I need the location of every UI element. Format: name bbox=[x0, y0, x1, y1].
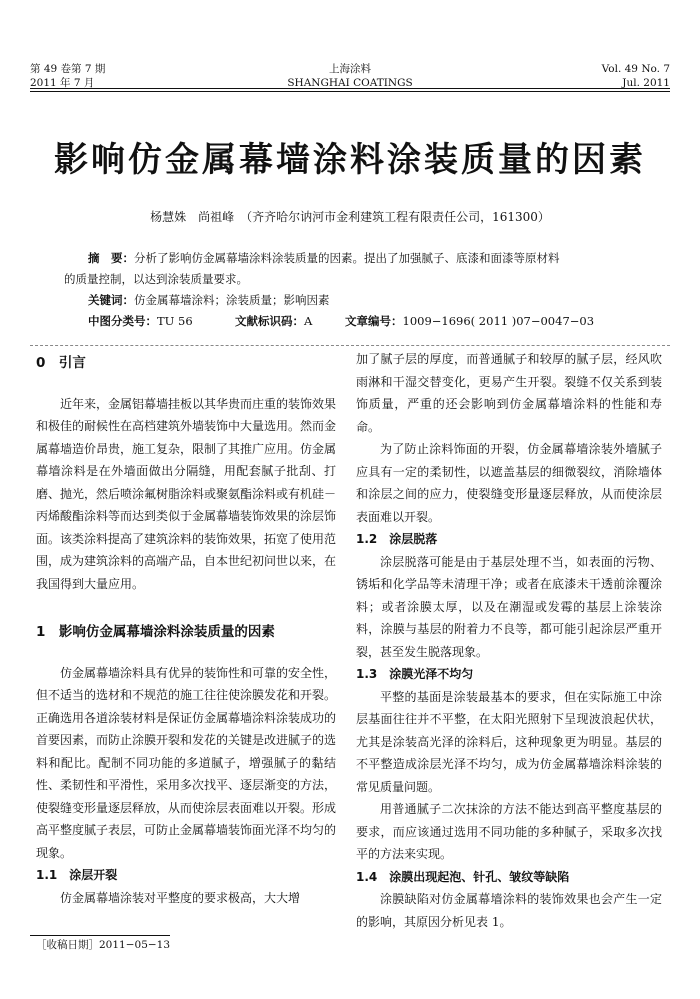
doc-code-value: A bbox=[304, 314, 313, 328]
journal-name-cn: 上海涂料 bbox=[329, 63, 371, 75]
issue-date-en: Jul. 2011 bbox=[622, 77, 670, 89]
journal-name-en: SHANGHAI COATINGS bbox=[287, 77, 413, 89]
abstract-cont bbox=[64, 269, 640, 290]
abstract bbox=[88, 248, 640, 269]
doc-code-label: 文献标识码： bbox=[235, 314, 304, 328]
clc bbox=[88, 311, 193, 332]
section-1-1-paragraph: 仿金属幕墙涂装对平整度的要求极高，大大增 bbox=[60, 890, 301, 905]
section-0-heading: 0 引言 bbox=[36, 355, 86, 371]
journal-issue-en bbox=[602, 62, 670, 90]
section-1-3-paragraph-2: 用普通腻子二次抹涂的方法不能达到高平整度基层的要求，而应该通过选用不同功能的多种腻子，采取多次找平的方法来实现。 bbox=[356, 802, 662, 861]
section-1-4-heading: 1.4 涂膜出现起泡、针孔、皱纹等缺陷 bbox=[356, 869, 570, 884]
right-column bbox=[356, 348, 662, 933]
authors: 杨慧姝 尚祖峰 （齐齐哈尔讷河市金利建筑工程有限责任公司，161300） bbox=[150, 210, 550, 224]
section-1-1-heading: 1.1 涂层开裂 bbox=[36, 868, 118, 882]
issue-date: 2011 年 7 月 bbox=[30, 77, 95, 89]
section-1-2-paragraph: 涂层脱落可能是由于基层处理不当，如表面的污物、锈垢和化学品等未清理干净；或者在底漆未干透前涂覆涂料；或者涂膜太厚，以及在潮湿或发霉的基层上涂装涂料，涂膜与基层的附着力不良等，都可能引起涂层严重开裂，甚至发生脱落现象。 bbox=[356, 554, 662, 659]
received-date: ［收稿日期］2011−05−13 bbox=[36, 939, 171, 951]
section-1-1-paragraph-cont: 加了腻子层的厚度，而普通腻子和较厚的腻子层，经风吹雨淋和干湿交替变化，更易产生开裂。裂缝不仅关系到装饰质量，严重的还会影响到仿金属幕墙涂料的性能和寿命。 bbox=[356, 352, 662, 434]
section-1-paragraph: 仿金属幕墙涂料具有优异的装饰性和可靠的安全性，但不适当的选材和不规范的施工往往使涂膜发花和开裂。正确选用各道涂装材料是保证仿金属幕墙涂料涂装成功的首要因素，而防止涂膜开裂和发花的关键是改进腻子的选料和配比。配制不同功能的多道腻子，增强腻子的黏结性、柔韧性和平滑性，采用多次找平、逐层渐变的方法，使裂缝变形量逐层释放，从而使涂层表面难以开裂。形成高平整度腻子表层，可防止金属幕墙装饰面光泽不均匀的现象。 bbox=[36, 665, 337, 860]
abstract-label: 摘 要： bbox=[88, 251, 134, 265]
abstract-divider bbox=[30, 345, 670, 346]
article-number-value: 1009−1696( 2011 )07−0047−03 bbox=[402, 314, 595, 328]
keywords-text: 仿金属幕墙涂料；涂装质量；影响因素 bbox=[134, 293, 330, 307]
section-1-4-paragraph: 涂膜缺陷对仿金属幕墙涂料的装饰效果也会产生一定的影响，其原因分析见表 1。 bbox=[356, 892, 662, 929]
keywords-label: 关键词： bbox=[88, 293, 134, 307]
journal-name bbox=[0, 62, 700, 90]
paper-title: 影响仿金属幕墙涂料涂装质量的因素 bbox=[54, 140, 646, 180]
abstract-text: 分析了影响仿金属幕墙涂料涂装质量的因素。提出了加强腻子、底漆和面漆等原材料 bbox=[134, 251, 560, 265]
issue-volume: 第 49 卷第 7 期 bbox=[30, 63, 106, 75]
left-column bbox=[36, 348, 336, 909]
abstract-text-cont: 的质量控制，以达到涂装质量要求。 bbox=[64, 272, 248, 286]
section-1-heading: 1 影响仿金属幕墙涂料涂装质量的因素 bbox=[36, 624, 275, 640]
article-number bbox=[345, 311, 594, 332]
section-1-3-heading: 1.3 涂膜光泽不均匀 bbox=[356, 667, 474, 681]
intro-paragraph: 近年来，金属铝幕墙挂板以其华贵而庄重的装饰效果和极佳的耐候性在高档建筑外墙装饰中大量选用。然而金属幕墙造价昂贵，施工复杂，限制了其推广应用。仿金属幕墙涂料是在外墙面做出分隔缝，用配套腻子批刮、打磨、抛光，然后喷涂氟树脂涂料或聚氨酯涂料或有机硅－丙烯酸酯涂料等而达到类似于金属幕墙装饰效果的涂层饰面。该类涂料提高了建筑涂料的装饰效果，拓宽了使用范围，成为建筑涂料的高端产品，自本世纪初问世以来，在我国得到大量应用。 bbox=[36, 396, 337, 591]
section-1-3-paragraph: 平整的基面是涂装最基本的要求，但在实际施工中涂层基面往往并不平整，在太阳光照射下呈现波浪起伏状，尤其是涂装高光泽的涂料后，这种现象更为明显。基层的不平整造成涂层光泽不均匀，成为仿金属幕墙涂料涂装的常见质量问题。 bbox=[356, 689, 662, 794]
clc-label: 中图分类号： bbox=[88, 314, 157, 328]
section-1-1-paragraph-2: 为了防止涂料饰面的开裂，仿金属幕墙涂装外墙腻子应具有一定的柔韧性，以遮盖基层的细微裂纹，消除墙体和涂层之间的应力，使裂缝变形量逐层释放，从而使涂层表面难以开裂。 bbox=[356, 442, 662, 524]
doc-code bbox=[235, 311, 312, 332]
header-rule bbox=[30, 88, 670, 89]
keywords bbox=[88, 290, 330, 311]
clc-value: TU 56 bbox=[157, 314, 193, 328]
issue-volume-en: Vol. 49 No. 7 bbox=[601, 63, 670, 75]
section-1-2-heading: 1.2 涂层脱落 bbox=[356, 532, 438, 546]
header-rule-thin bbox=[30, 91, 670, 92]
article-number-label: 文章编号： bbox=[345, 314, 403, 328]
footnote-rule bbox=[30, 935, 170, 936]
